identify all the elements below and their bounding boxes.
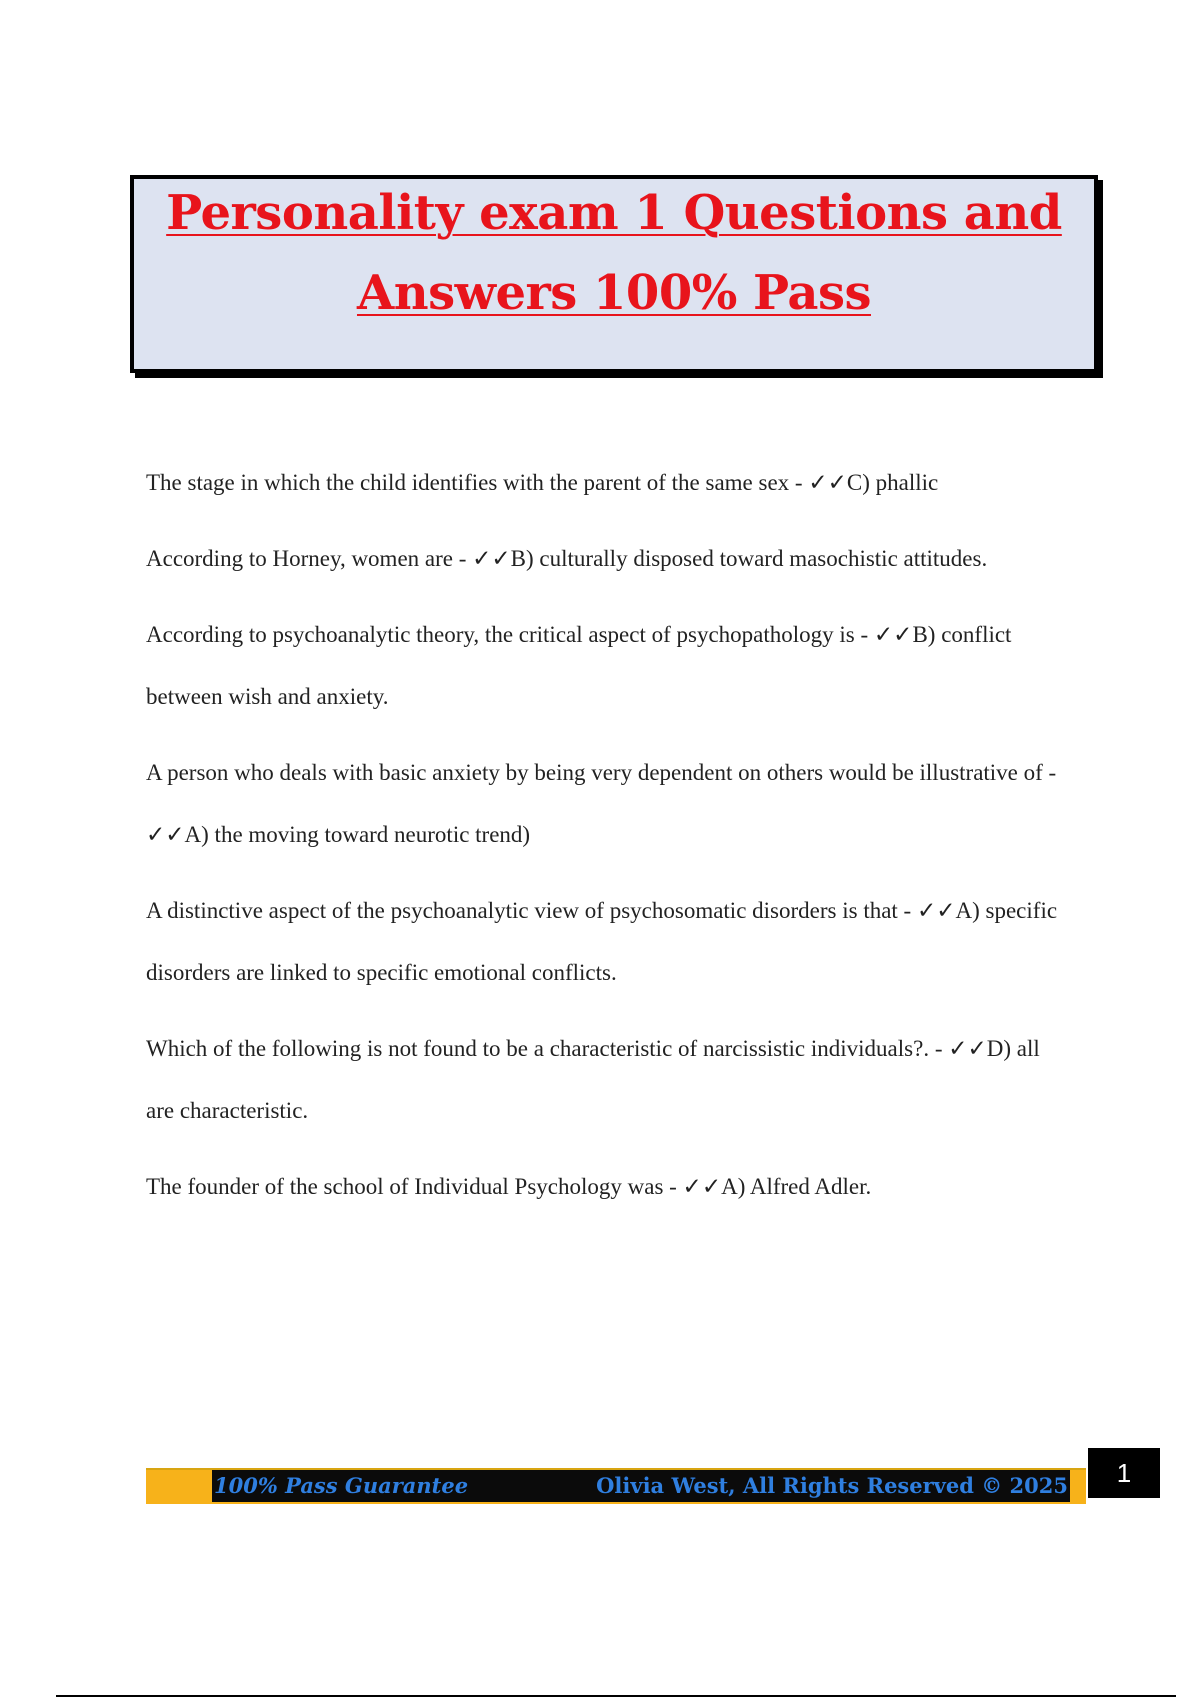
qa-item: The stage in which the child identifies with the parent of the same sex - ✓✓C) phallic <box>146 470 939 495</box>
page-number: 1 <box>1088 1448 1160 1498</box>
qa-item: The founder of the school of Individual Psychology was - ✓✓A) Alfred Adler. <box>146 1174 872 1199</box>
bottom-divider <box>56 1695 1176 1697</box>
title-box <box>130 175 1098 373</box>
qa-item: According to psychoanalytic theory, the critical aspect of psychopathology is - ✓✓B) conflict between wish and anxiety. <box>146 622 1012 709</box>
question-answer-list <box>146 452 1066 1232</box>
qa-item: A person who deals with basic anxiety by being very dependent on others would be illustrative of - ✓✓A) the moving toward neurotic trend) <box>146 760 1057 847</box>
document-title-line-2: Answers 100% Pass <box>356 265 871 321</box>
qa-item: A distinctive aspect of the psychoanalytic view of psychosomatic disorders is that - ✓✓A) specific disorders are linked to specific emotional conflicts. <box>146 898 1058 985</box>
footer-copyright-text: Olivia West, All Rights Reserved © 2025 <box>596 1473 1068 1498</box>
document-title-line-1: Personality exam 1 Questions and <box>166 185 1062 241</box>
footer-guarantee-text: 100% Pass Guarantee <box>214 1473 469 1498</box>
qa-item: According to Horney, women are - ✓✓B) culturally disposed toward masochistic attitudes. <box>146 546 988 571</box>
qa-item: Which of the following is not found to be a characteristic of narcissistic individuals?. - ✓✓D) all are characteristic. <box>146 1036 1040 1123</box>
